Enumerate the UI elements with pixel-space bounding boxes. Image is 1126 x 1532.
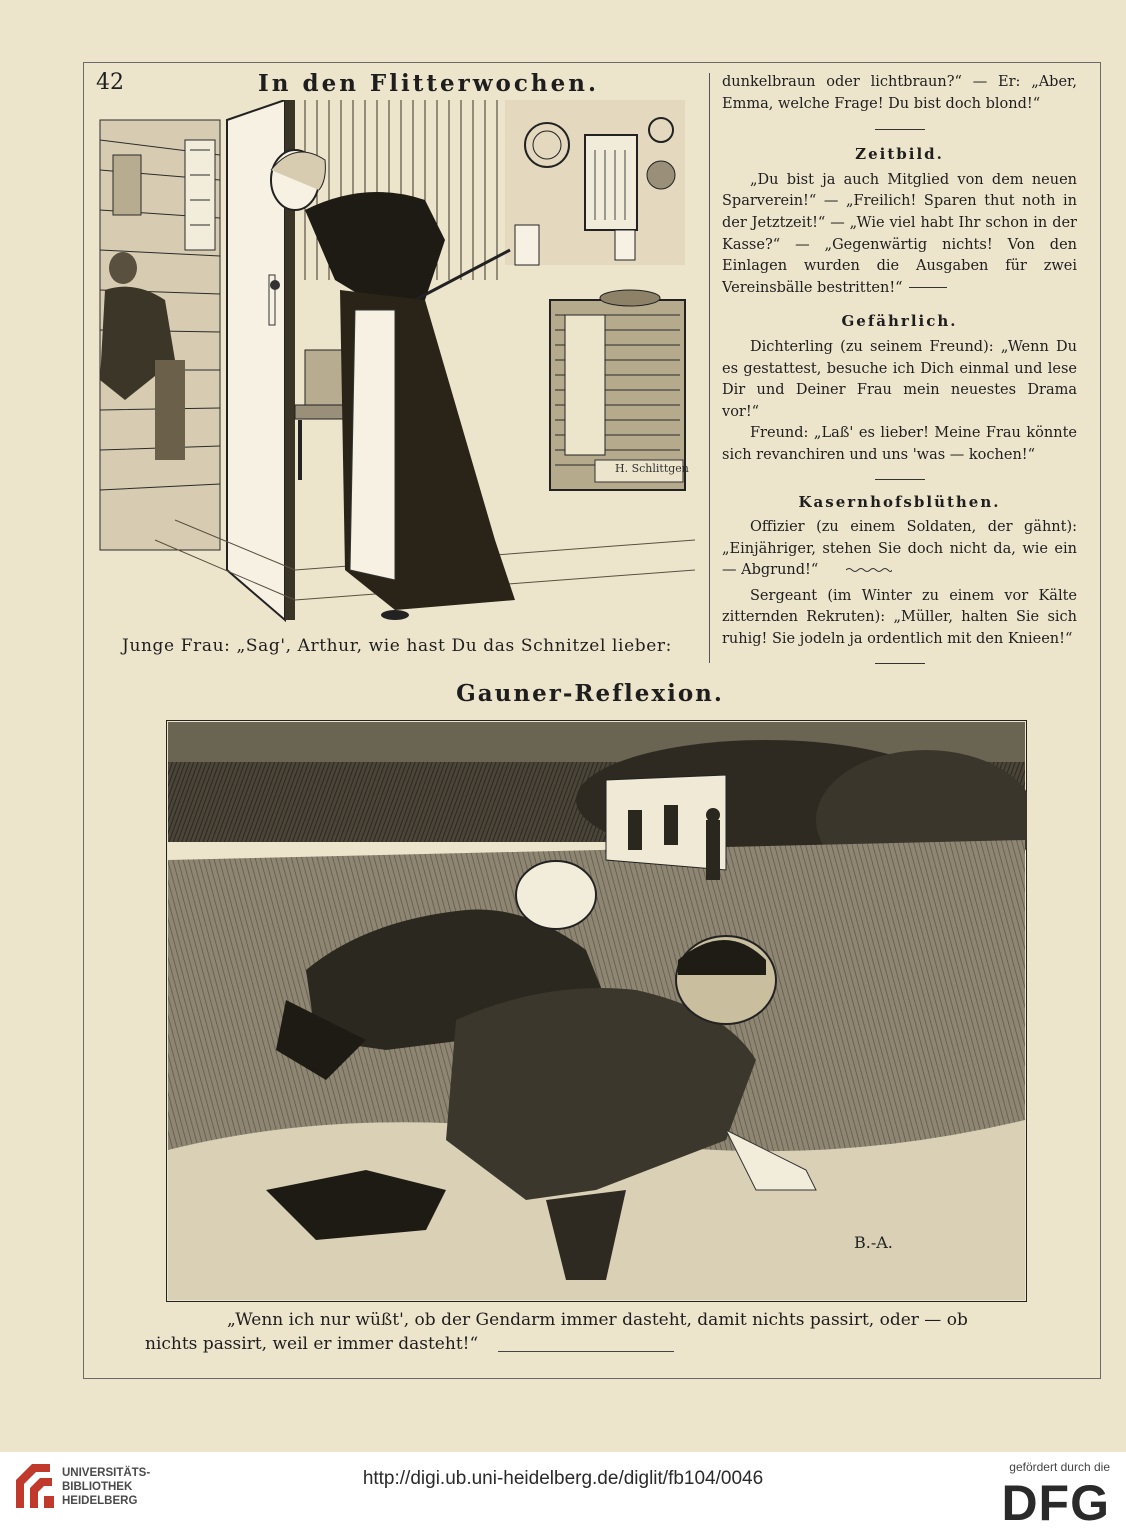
dfg-logo: DFG <box>1001 1475 1110 1531</box>
gefaehrlich-paragraph-2: Freund: „Laß' es lieber! Meine Frau könnte sich revanchiren und uns 'was — kochen!“ <box>722 425 1077 463</box>
night-etching-illustration <box>166 720 1027 1302</box>
kasernhof-paragraph-1: Offizier (zu einem Soldaten, der gähnt): „Einjähriger, stehen Sie doch nicht da, wie ein — Abgrund!“ <box>722 519 1077 579</box>
page-number: 42 <box>96 70 124 95</box>
section-title-gefaehrlich: Gefährlich. <box>841 312 958 331</box>
funded-by-label: gefördert durch die <box>1009 1460 1110 1474</box>
right-column <box>722 72 1077 664</box>
section-title-kasernhof: Kasernhofsblüthen. <box>798 492 1001 511</box>
permalink-url[interactable]: http://digi.ub.uni-heidelberg.de/diglit/fb104/0046 <box>362 1468 764 1489</box>
column-divider <box>709 73 710 663</box>
continuation-text: dunkelbraun oder lichtbraun?“ — Er: „Aber, Emma, welche Frage! Du bist doch blond!“ <box>722 74 1077 112</box>
kitchen-doorway-illustration <box>95 100 695 630</box>
gefaehrlich-paragraph-1: Dichterling (zu seinem Freund): „Wenn Du es gestattest, besuche ich Dich einmal und lese Dir und Deiner Frau mein neuestes Drama vor!“ <box>722 338 1077 420</box>
top-cartoon-title: In den Flitterwochen. <box>258 70 599 97</box>
zeitbild-text: „Du bist ja auch Mitglied von dem neuen Sparverein!“ — „Freilich! Sparen thut noth in der Jetztzeit!“ — „Wie viel habt Ihr schon in der Kasse?“ — „Gegenwärtig nichts! Von den Einlagen wurden die Ausgaben für zwei Vereinsbälle bestritten!“ <box>722 171 1077 296</box>
bottom-cartoon-signature: B.-A. <box>854 1233 893 1252</box>
section-title-zeitbild: Zeitbild. <box>855 145 944 164</box>
closing-rule <box>498 1351 674 1352</box>
section-divider <box>875 663 925 664</box>
top-cartoon-signature: H. Schlittgen <box>615 462 689 475</box>
bottom-cartoon-caption: „Wenn ich nur wüßt', ob der Gendarm immer dasteht, damit nichts passirt, oder — ob nichts passirt, weil er immer dasteht!“ <box>145 1310 968 1354</box>
top-cartoon-caption: Junge Frau: „Sag', Arthur, wie hast Du das Schnitzel lieber: <box>122 636 672 656</box>
kasernhof-paragraph-2: Sergeant (im Winter zu einem vor Kälte zitternden Rekruten): „Müller, halten Sie sich ruhig! Sie jodeln ja ordentlich mit den Knieen!“ <box>722 587 1077 648</box>
bottom-cartoon-title: Gauner-Reflexion. <box>456 680 724 707</box>
library-name: UNIVERSITÄTS- BIBLIOTHEK HEIDELBERG <box>62 1467 151 1507</box>
footer-bar <box>0 1452 1126 1532</box>
